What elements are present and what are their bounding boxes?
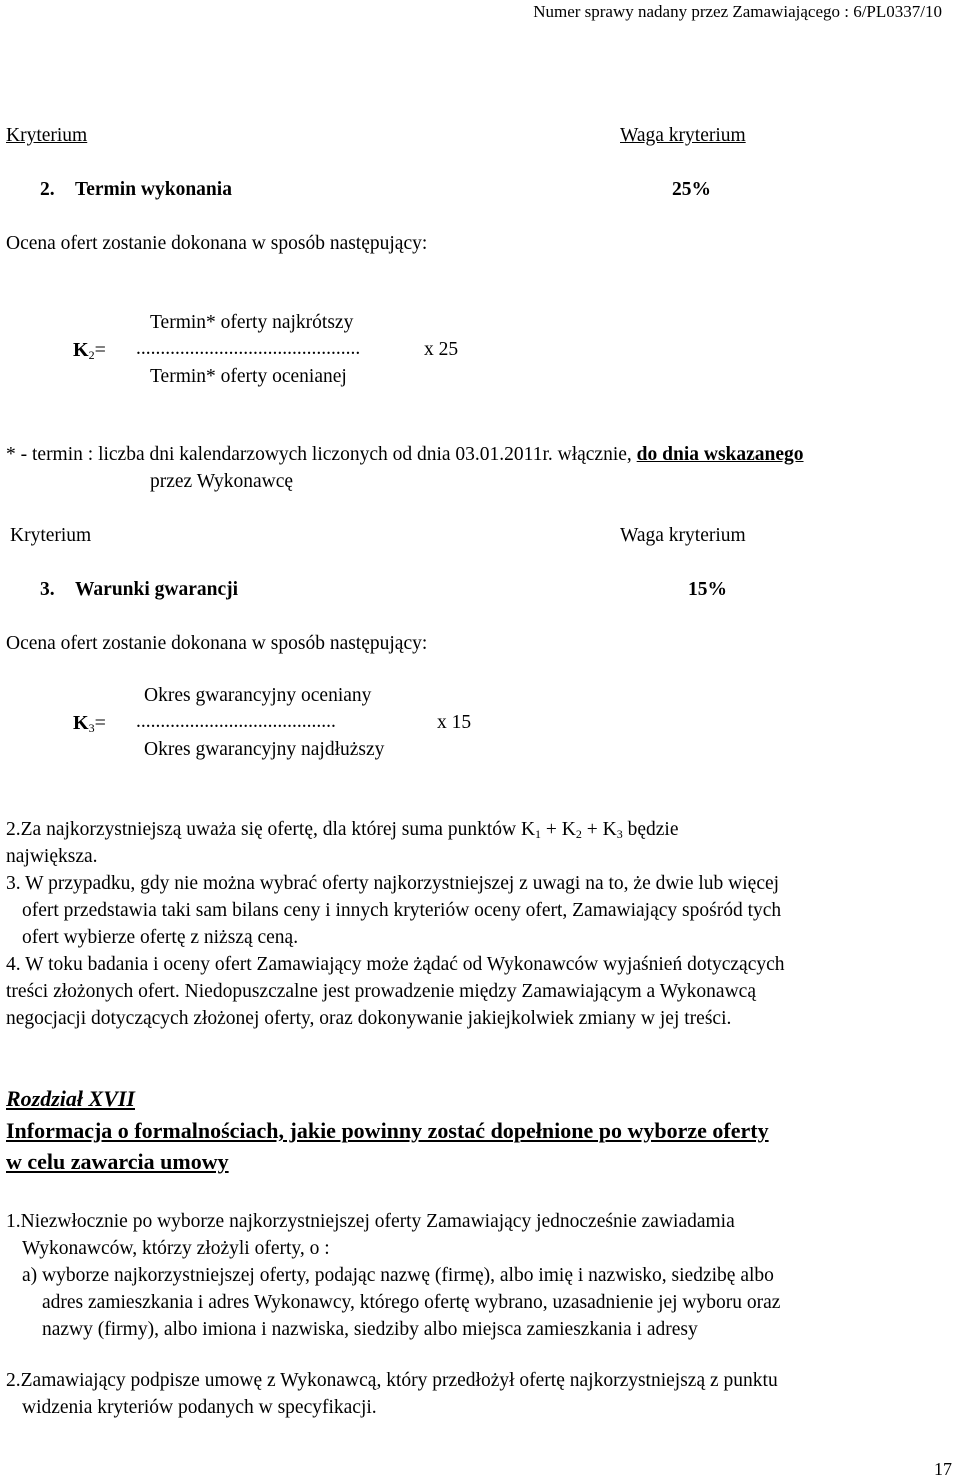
item-a-continuation: adres zamieszkania i adres Wykonawcy, którego ofertę wybrano, uzasadnienie jej wyboru oraz — [42, 1292, 781, 1313]
chapter-subtitle: Informacja o formalnościach, jakie powinny zostać dopełnione po wyborze oferty — [6, 1118, 769, 1143]
k-index: 3 — [88, 721, 95, 735]
formula-denominator: Termin* oferty ocenianej — [150, 366, 347, 387]
weight-label: Waga kryterium — [620, 525, 746, 546]
paragraph-4: 4. W toku badania i oceny ofert Zamawiający może żądać od Wykonawców wyjaśnień dotyczących — [6, 954, 785, 975]
paragraph-3-continuation: ofert przedstawia taki sam bilans ceny i innych kryteriów oceny ofert, Zamawiający spośród tych — [22, 900, 782, 921]
paragraph-4-continuation: negocjacji dotyczących złożonej oferty, oraz dokonywanie jakiejkolwiek zmiany w jej treści. — [6, 1008, 732, 1029]
formula-k2 — [73, 340, 106, 361]
footnote-underlined: do dnia wskazanego — [636, 444, 804, 465]
item-a: a) wyborze najkorzystniejszej oferty, podając nazwę (firmę), albo imię i nazwisko, siedzibę albo — [22, 1265, 774, 1286]
k-equals: = — [94, 339, 106, 361]
formula-numerator: Okres gwarancyjny oceniany — [144, 685, 372, 706]
formula-numerator: Termin* oferty najkrótszy — [150, 312, 354, 333]
evaluation-intro: Ocena ofert zostanie dokonana w sposób następujący: — [6, 233, 428, 254]
item-2: 2.Zamawiający podpisze umowę z Wykonawcą, który przedłożył ofertę najkorzystniejszą z punktu — [6, 1370, 778, 1391]
k-equals: = — [94, 712, 106, 734]
p2-text: + K — [541, 819, 576, 840]
formula-multiplier: x 15 — [437, 712, 472, 733]
formula-k3 — [73, 713, 106, 734]
case-number-header: Numer sprawy nadany przez Zamawiającego : 6/PL0337/10 — [533, 2, 942, 21]
criterion-number: 2. — [40, 179, 55, 200]
chapter-title: Rozdział XVII — [6, 1086, 135, 1111]
item-a-continuation: nazwy (firmy), albo imiona i nazwiska, siedziby albo miejsca zamieszkania i adresy — [42, 1319, 698, 1340]
item-1: 1.Niezwłocznie po wyborze najkorzystniejszej oferty Zamawiający jednocześnie zawiadamia — [6, 1211, 735, 1232]
paragraph-3: 3. W przypadku, gdy nie można wybrać oferty najkorzystniejszej z uwagi na to, że dwie lub więcej — [6, 873, 780, 894]
criterion-name: Termin wykonania — [75, 179, 232, 200]
chapter-subtitle-continuation: w celu zawarcia umowy — [6, 1149, 229, 1174]
criterion-label: Kryterium — [6, 125, 88, 146]
k-letter: K — [73, 339, 89, 361]
page-number: 17 — [934, 1459, 952, 1479]
weight-label: Waga kryterium — [620, 125, 746, 146]
paragraph-4-continuation: treści złożonych ofert. Niedopuszczalne jest prowadzenie między Zamawiającym a Wykonawcą — [6, 981, 756, 1002]
paragraph-2 — [6, 820, 679, 840]
paragraph-2-continuation: największa. — [6, 846, 98, 867]
formula-fraction-line: ......................................... — [136, 711, 336, 732]
criterion-weight: 15% — [688, 579, 727, 600]
criterion-weight: 25% — [672, 179, 711, 200]
criterion-name: Warunki gwarancji — [75, 579, 239, 600]
item-2-continuation: widzenia kryteriów podanych w specyfikacji. — [22, 1397, 377, 1418]
evaluation-intro: Ocena ofert zostanie dokonana w sposób następujący: — [6, 633, 428, 654]
footnote — [6, 445, 804, 465]
paragraph-3-continuation: ofert wybierze ofertę z niższą ceną. — [22, 927, 299, 948]
p2-index-1: 1 — [535, 827, 542, 841]
item-1-continuation: Wykonawców, którzy złożyli oferty, o : — [22, 1238, 330, 1259]
p2-text: będzie — [622, 819, 679, 840]
formula-multiplier: x 25 — [424, 339, 459, 360]
formula-denominator: Okres gwarancyjny najdłuższy — [144, 739, 385, 760]
p2-text: + K — [581, 819, 617, 840]
footnote-continuation: przez Wykonawcę — [150, 471, 294, 492]
p2-index-3: 3 — [616, 827, 623, 841]
formula-fraction-line: .............................................. — [136, 338, 361, 359]
criterion-number: 3. — [40, 579, 55, 600]
criterion-label: Kryterium — [10, 525, 92, 546]
k-letter: K — [73, 712, 89, 734]
k-index: 2 — [88, 348, 95, 362]
p2-text: 2.Za najkorzystniejszą uważa się ofertę, dla której suma punktów K — [6, 819, 536, 840]
footnote-text: * - termin : liczba dni kalendarzowych liczonych od dnia 03.01.2011r. włącznie, — [6, 444, 637, 465]
p2-index-2: 2 — [575, 827, 582, 841]
